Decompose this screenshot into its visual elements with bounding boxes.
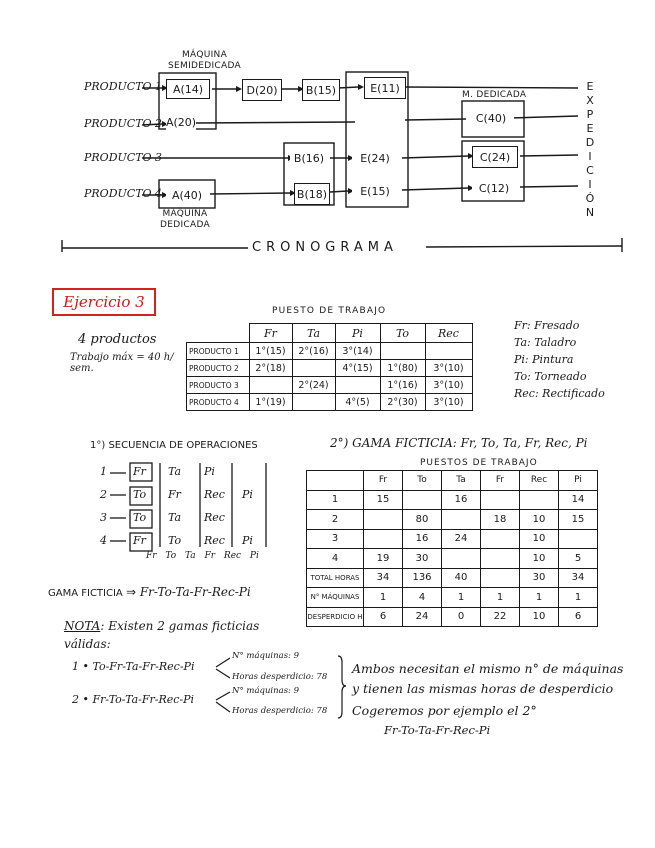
col-ta: Ta xyxy=(292,324,335,343)
machine-c40: C(40) xyxy=(468,108,514,128)
gama-table: Fr To Ta Fr Rec Pi 1 15 16 14 2 80 18 10 15 3 16 24 10 4 19 30 10 5 TOTAL HORAS 34 136 40 30 34 N° MÁQUINAS 1 4 1 1 1 1 DESPERDICIO H 6 24 0 22 10 6 xyxy=(306,470,598,627)
nota-maquinas-1: N° máquinas: 9 xyxy=(232,651,300,661)
product-2-label: PRODUCTO 2 xyxy=(84,117,163,130)
machine-b15: B(15) xyxy=(302,79,340,101)
machine-d20: D(20) xyxy=(242,79,282,101)
nota-option-1: 1 • To-Fr-Ta-Fr-Rec-Pi xyxy=(72,660,195,673)
table-row: TOTAL HORAS 34 136 40 30 34 xyxy=(307,568,598,588)
machine-b18: B(18) xyxy=(294,183,330,205)
table-row: PRODUCTO 2 2°(18) 4°(15) 1°(80) 3°(10) xyxy=(187,360,473,377)
sequence-footer: Fr To Ta Fr Rec Pi xyxy=(146,551,259,561)
machine-a40: A(40) xyxy=(166,186,208,204)
sequence-lines xyxy=(0,455,300,565)
machine-a20: A(20) xyxy=(166,113,196,131)
exercise-title: Ejercicio 3 xyxy=(52,288,156,316)
nota-heading: NOTA xyxy=(64,619,101,633)
table-row: 1 15 16 14 xyxy=(307,490,598,510)
table-row: PRODUCTO 4 1°(19) 4°(5) 2°(30) 3°(10) xyxy=(187,394,473,411)
table-row: PRODUCTO 3 2°(24) 1°(16) 3°(10) xyxy=(187,377,473,394)
sequence-title: 1°) SECUENCIA DE OPERACIONES xyxy=(90,440,258,451)
table2-title: 2°) GAMA FICTICIA: Fr, To, Ta, Fr, Rec, Pi xyxy=(330,436,588,450)
machine-c24: C(24) xyxy=(472,146,518,168)
machine-c12: C(12) xyxy=(472,178,516,198)
nota-option-2: 2 • Fr-To-Ta-Fr-Rec-Pi xyxy=(72,693,195,706)
product-1-label: PRODUCTO 1 xyxy=(84,80,163,93)
table-row: 2 80 18 10 15 xyxy=(307,510,598,530)
gama-ficticia-label: GAMA FICTICIA ⇒ Fr-To-Ta-Fr-Rec-Pi xyxy=(48,585,251,599)
machine-b16: B(16) xyxy=(290,148,328,168)
machine-e24: E(24) xyxy=(352,148,398,168)
gama-ficticia-value: Fr-To-Ta-Fr-Rec-Pi xyxy=(139,585,251,599)
nota-block xyxy=(64,617,294,653)
nota-choice-value: Fr-To-Ta-Fr-Rec-Pi xyxy=(384,723,491,737)
nota-desperdicio-1: Horas desperdicio: 78 xyxy=(232,672,328,682)
product-4-label: PRODUCTO 4 xyxy=(84,187,163,200)
nota-maquinas-2: N° máquinas: 9 xyxy=(232,686,300,696)
routing-table xyxy=(186,323,473,411)
table-row: DESPERDICIO H 6 24 0 22 10 6 xyxy=(307,607,598,627)
col-pi: Pi xyxy=(335,324,380,343)
nota-desperdicio-2: Horas desperdicio: 78 xyxy=(232,706,328,716)
table-row: N° MÁQUINAS 1 4 1 1 1 1 xyxy=(307,588,598,608)
nota-conclusion: Ambos necesitan el mismo n° de máquinas y tienen las mismas horas de desperdicio xyxy=(352,661,624,696)
nota-text: : Existen 2 gamas ficticias válidas: xyxy=(64,619,260,651)
diagram-lines xyxy=(0,0,655,260)
table-row: 4 19 30 10 5 xyxy=(307,549,598,569)
nota-choice: Cogeremos por ejemplo el 2° xyxy=(352,703,537,718)
product-3-label: PRODUCTO 3 xyxy=(84,151,163,164)
work-max-note: Trabajo máx = 40 h/ sem. xyxy=(70,352,174,374)
table1-caption: PUESTO DE TRABAJO xyxy=(272,306,387,316)
abbreviation-legend: Fr: Fresado Ta: Taladro Pi: Pintura To: Torneado Rec: Rectificado xyxy=(514,319,605,400)
label-m-dedicada: M. DEDICADA xyxy=(462,90,527,100)
table-row: PRODUCTO 1 1°(15) 2°(16) 3°(14) xyxy=(187,343,473,360)
machine-e11: E(11) xyxy=(364,77,406,99)
col-to: To xyxy=(380,324,425,343)
label-maquina-semidedicada: MÁQUINA SEMIDEDICADA xyxy=(168,50,241,71)
products-note: 4 productos xyxy=(78,332,157,347)
cronograma-label: CRONOGRAMA xyxy=(252,240,398,255)
table2-caption: PUESTOS DE TRABAJO xyxy=(420,458,538,468)
machine-a14: A(14) xyxy=(166,79,210,99)
col-rec: Rec xyxy=(425,324,472,343)
col-fr: Fr xyxy=(249,324,292,343)
label-maquina-dedicada: MÁQUINA DEDICADA xyxy=(160,209,210,230)
machine-e15: E(15) xyxy=(352,181,398,201)
table-row: 3 16 24 10 xyxy=(307,529,598,549)
